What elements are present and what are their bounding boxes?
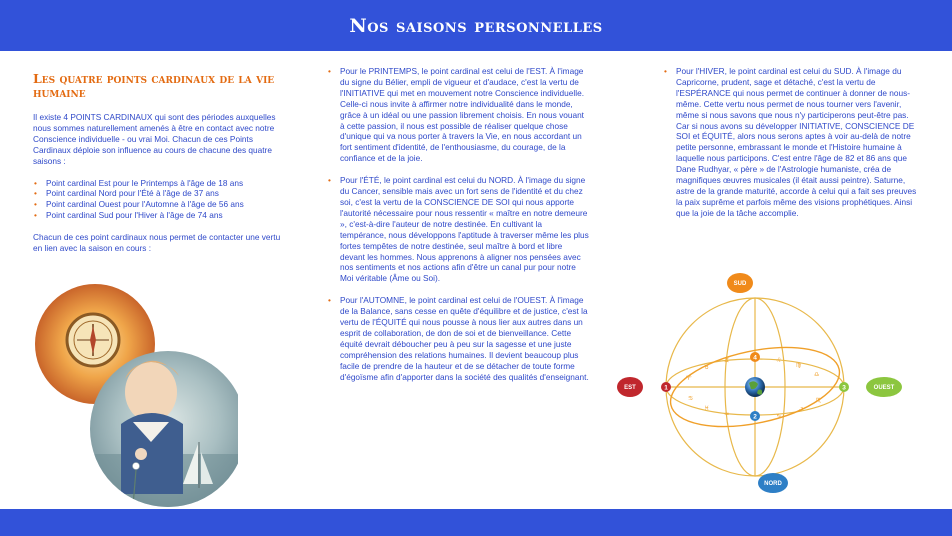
season-ete: • Pour l'ÉTÉ, le point cardinal est celui du NORD. À l'image du signe du Cancer, sensible mais avec un fort sens de l'identité et du chez soi, c'est la vertu de la CONSCIENCE DE SOI qui nous apporte l'autorité nécessaire pour nous ressentir « maître en notre demeure », c'est-à-dire l'auteur de notre destinée. En cultivant la tempérance, nous développons l'aptitude à traverser même les plus fortes tempêtes de notre destinée, seul maître à bord et libre devant les hommes. Nous apprenons à aligner nos pensées avec nos sentiments et nos actions afin d'être un canal pur pour notre Moi véritable (Âme ou Soi). [337, 175, 589, 284]
svg-text:♍: ♍ [796, 362, 802, 369]
svg-text:♓: ♓ [704, 405, 710, 412]
header-bar [0, 0, 952, 51]
svg-text:♌: ♌ [776, 357, 782, 364]
est-badge [617, 377, 643, 397]
svg-text:♎: ♎ [814, 371, 820, 378]
svg-text:♑: ♑ [776, 413, 782, 420]
ouest-badge [866, 377, 902, 397]
list-item: • Point cardinal Ouest pour l'Automne à l'âge de 56 ans [43, 199, 288, 210]
svg-text:1: 1 [664, 384, 668, 392]
list-item: • Point cardinal Est pour le Printemps à l'âge de 18 ans [43, 178, 288, 189]
seasons-column-2 [663, 66, 921, 230]
cardinal-points-diagram [608, 266, 908, 496]
number-marker-3 [839, 382, 849, 392]
season-hiver: • Pour l'HIVER, le point cardinal est celui du SUD. À l'image du Capricorne, prudent, sage et détaché, c'est la vertu de l'ESPÉRANCE qui nous permet de continuer à donner de nous-même. Cette vertu nous permet de nous tourner vers l'avenir, même si nous savons que nous n'y participerons peut-être pas. Car si nous avons su développer INITIATIVE, CONSCIENCE DE SOI et ÉQUITÉ, alors nous serons aptes à voir au-delà de notre petite personne, embrassant le monde et l'Histoire humaine à laquelle nous participons. C'est entre l'âge de 82 et 86 ans que Dane Rudhyar, « père » de l'Astrologie humaniste, créa de magnifiques œuvres musicales (il était aussi peintre). Saturne, astre de la grande maturité, accorde à celui qui a fait ses preuves la paix suprême et parfois même des visions prophétiques. Ainsi que la joie de la tâche accomplie. [673, 66, 921, 219]
svg-text:OUEST: OUEST [873, 385, 895, 391]
svg-text:SUD: SUD [733, 281, 747, 287]
number-marker-1 [661, 382, 671, 392]
page-title: Nos saisons personnelles [349, 14, 603, 37]
svg-text:♋: ♋ [688, 395, 694, 402]
season-list [327, 66, 589, 382]
list-item: • Point cardinal Nord pour l'Été à l'âge de 37 ans [43, 188, 288, 199]
svg-text:♏: ♏ [816, 397, 822, 404]
svg-text:3: 3 [842, 384, 846, 392]
svg-text:EST: EST [624, 385, 636, 391]
season-automne: • Pour l'AUTOMNE, le point cardinal est celui de l'OUEST. À l'image de la Balance, sans cesse en quête d'équilibre et de justice, c'est la vertu de l'ÉQUITÉ qui nous pousse à nous lier aux autres dans un esprit de collaboration, de don de soi et de bienveillance. Cette équité devrait déboucher peu à peu sur la sagesse et une juste compréhension des relations humaines. Il devient beaucoup plus facile de prendre de la hauteur et de se détacher de toute forme d'égoïsme afin d'apporter dans la société des qualités d'enseignant. [337, 295, 589, 382]
number-marker-4 [750, 352, 760, 362]
svg-text:NORD: NORD [764, 481, 782, 487]
seasons-column-1 [327, 66, 589, 393]
footer-bar [0, 509, 952, 536]
sud-badge [727, 273, 753, 293]
svg-text:4: 4 [753, 354, 757, 362]
section-heading: Les quatre points cardinaux de la vie humaine [33, 71, 275, 100]
outro-paragraph: Chacun de ces point cardinaux nous permet de contacter une vertu en lien avec la saison en cours : [33, 232, 281, 254]
cardinal-points-list [33, 178, 288, 222]
season-list [663, 66, 921, 219]
svg-text:♉: ♉ [704, 364, 710, 371]
list-item: • Point cardinal Sud pour l'Hiver à l'âge de 74 ans [43, 210, 288, 221]
intro-column [33, 66, 288, 265]
number-marker-2 [750, 411, 760, 421]
svg-text:2: 2 [753, 413, 757, 421]
svg-text:♐: ♐ [798, 407, 804, 414]
nord-badge [758, 473, 788, 493]
svg-text:♈: ♈ [686, 375, 692, 382]
vintage-illustration [33, 284, 238, 514]
svg-text:♊: ♊ [724, 357, 730, 364]
season-printemps: • Pour le PRINTEMPS, le point cardinal est celui de l'EST. À l'image du signe du Bélier, empli de vigueur et d'audace, c'est la vertu de l'INITIATIVE qui met en mouvement notre Conscience individuelle. Celle-ci nous invite à affirmer notre individualité dans le monde, grâce à un idéal ou une passion librement choisis. En nous vouant à cette passion, il nous est possible de réaliser quelque chose d'unique qui va nous porter à travers la Vie, en nous accordant un fort sentiment d'identité, de l'enthousiasme, du courage, de la confiance et de la joie. [337, 66, 589, 164]
svg-text:♒: ♒ [724, 411, 730, 418]
intro-paragraph: Il existe 4 POINTS CARDINAUX qui sont des périodes auxquelles nous sommes naturellement amenés à être en contact avec notre Conscience individuelle - ou vrai Moi. Chacun de ces Points Cardinaux déploie son influence au cours de chacune des quatre saisons : [33, 112, 276, 166]
